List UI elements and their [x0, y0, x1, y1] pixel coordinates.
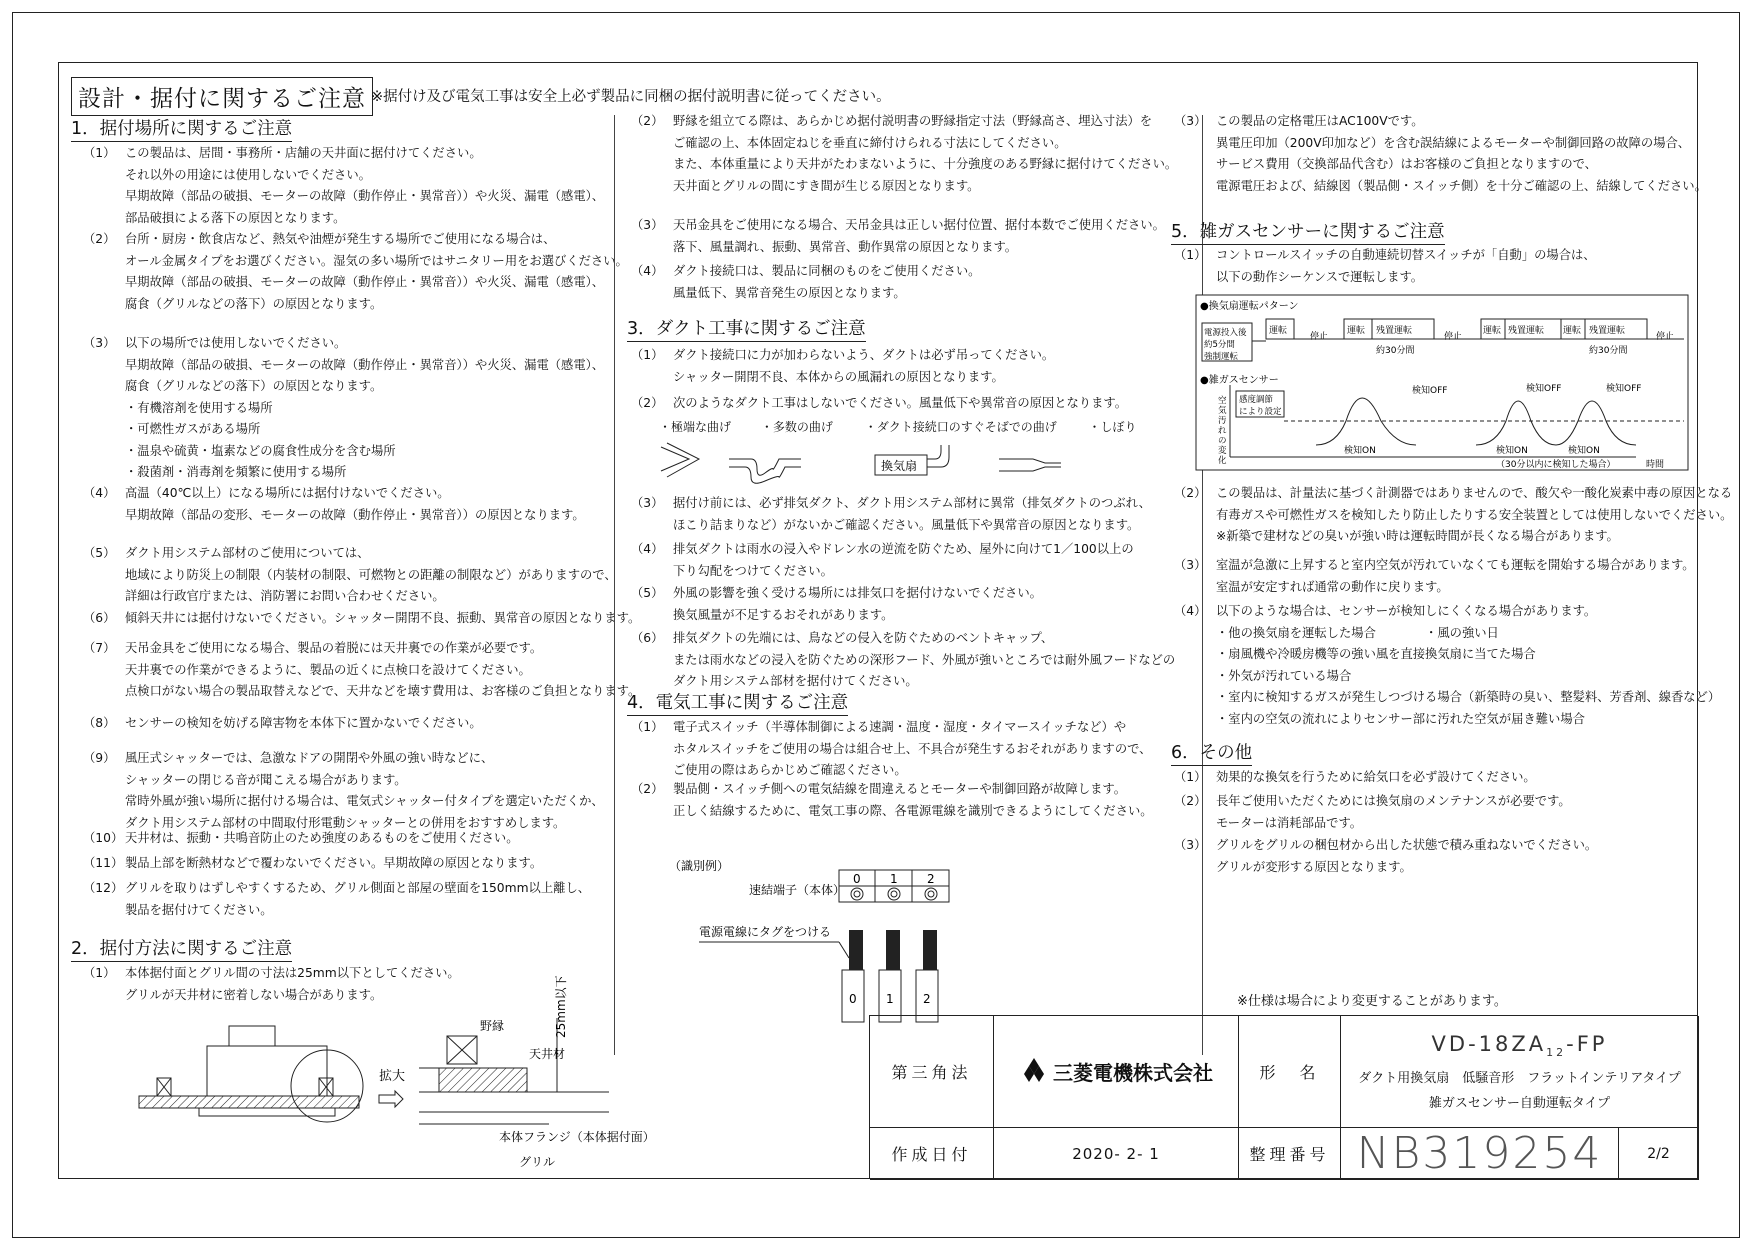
note-line: 早期故障（部品の破損、モーターの故障（動作停止・異常音））や火災、漏電（感電）、 [125, 275, 605, 289]
note-line: 地域により防災上の制限（内装材の制限、可燃物との距離の制限など）がありますので、 [125, 567, 617, 582]
note-line: 製品上部を断熱材などで覆わないでください。早期故障の原因となります。 [125, 856, 543, 870]
note-line: 次のようなダクト工事はしないでください。風量低下や異常音の原因となります。 [673, 396, 1128, 410]
bend-label: ・極端な曲げ [659, 420, 732, 434]
note-line: 天井面とグリルの間にすき間が生じる原因となります。 [673, 178, 980, 193]
projection-text: 第三角法 [891, 1063, 972, 1082]
tag-num: 1 [886, 992, 894, 1006]
time-label: 時間 [1646, 460, 1665, 470]
note-line: ご確認の上、本体固定ねじを垂直に締付けられる寸法にしてください。 [673, 135, 1067, 150]
run-label: 運転 [1347, 326, 1366, 336]
note-number: （8） [83, 716, 116, 730]
note-line: 本体据付面とグリル間の寸法は25mm以下としてください。 [125, 966, 460, 980]
note-body [673, 583, 1042, 626]
note-line: 異電圧印加（200V印加など）を含む誤結線によるモーターや制御回路の故障の場合、 [1216, 135, 1691, 150]
note-line: 排気ダクトは雨水の浸入やドレン水の逆流を防ぐため、屋外に向けて1／100以上の [673, 542, 1134, 556]
note-line: この製品の定格電圧はAC100Vです。 [1216, 114, 1424, 128]
note-body [1216, 767, 1536, 789]
flange-label: 本体フランジ（本体据付面） [499, 1130, 655, 1144]
det-off-label: 検知OFF [1606, 384, 1642, 394]
note-line: ダクト用システム部材を据付けてください。 [673, 674, 918, 688]
note-body [673, 628, 1175, 693]
model-desc-2: 雑ガスセンサー自動運転タイプ [1428, 1096, 1611, 1112]
note-line: シャッターの閉じる音が聞こえる場合があります。 [125, 772, 407, 787]
note-line: 点検口がない場合の製品取替えなどで、天井などを壊す費用は、お客様のご負担となります。 [125, 684, 641, 698]
model-desc-1: ダクト用換気扇 低騒音形 フラットインテリアタイプ [1358, 1071, 1681, 1087]
note-body [125, 828, 519, 850]
note-number: （2） [631, 782, 664, 796]
note-line: それ以外の用途には使用しないでください。 [125, 167, 371, 182]
note-body [1216, 245, 1596, 288]
note-line: 腐食（グリルなどの落下）の原因となります。 [125, 379, 383, 393]
note-number: （6） [631, 631, 664, 645]
pattern-title: ●換気扇運転パターン [1200, 301, 1299, 312]
det-on-label: 検知ON [1568, 446, 1600, 456]
enlarge-label: 拡大 [379, 1069, 406, 1084]
residual-label: 残置運転 [1589, 326, 1626, 336]
note-line: 電子式スイッチ（半導体制御による速調・温度・湿度・タイマースイッチなど）や [673, 720, 1127, 734]
note-body [1216, 601, 1720, 730]
tag-num: 2 [923, 992, 931, 1006]
note-number: （6） [83, 611, 116, 625]
note-number: （3） [83, 336, 116, 350]
note-number: （12） [83, 881, 124, 895]
note-body [125, 853, 542, 875]
note-line: 野縁を組立てる際は、あらかじめ据付説明書の野縁指定寸法（野縁高さ、埋込寸法）を [673, 114, 1153, 128]
ceiling-label: 天井材 [529, 1047, 566, 1061]
note-line: ・殺菌剤・消毒剤を頻繁に使用する場所 [125, 465, 347, 479]
note-number: （3） [1174, 558, 1207, 572]
note-line: コントロールスイッチの自動連続切替スイッチが「自動」の場合は、 [1216, 248, 1596, 262]
note-line: 以下のような場合は、センサーが検知しにくくなる場合があります。 [1216, 604, 1597, 618]
note-line: 電源電圧および、結線図（製品側・スイッチ側）を十分ご確認の上、結線してください。 [1216, 178, 1707, 193]
note-line: 以下の場所では使用しないでください。 [125, 336, 347, 350]
note-line: 腐食（グリルなどの落下）の原因となります。 [125, 296, 383, 311]
noen-label: 野縁 [480, 1019, 505, 1033]
note-line: 据付け前には、必ず排気ダクト、ダクト用システム部材に異常（排気ダクトのつぶれ、 [673, 496, 1151, 510]
note-line: ダクト用システム部材の中間取付形電動シャッターとの併用をおすすめします。 [125, 815, 566, 830]
note-line: 傾斜天井には据付けないでください。シャッター開閉不良、振動、異常音の原因となります。 [125, 611, 641, 625]
note-line: 以下の動作シーケンスで運転します。 [1216, 269, 1424, 284]
note-line: 風量低下、異常音発生の原因となります。 [673, 285, 906, 300]
terminal-num: 2 [927, 872, 935, 886]
note-body [125, 963, 460, 1006]
section-3-title: 3．ダクト工事に関するご注意 [627, 315, 866, 342]
note-body [125, 143, 604, 229]
terminal-num: 0 [853, 872, 861, 886]
note-line: 常時外風が強い場所に据付ける場合は、電気式シャッター付タイプを選定いただくか、 [125, 794, 604, 808]
residual-label: 残置運転 [1508, 326, 1545, 336]
note-line: グリルを取りはずしやすくするため、グリル側面と部屋の壁面を150mm以上離し、 [125, 881, 591, 895]
note-number: （1） [83, 966, 116, 980]
note-number: （2） [83, 232, 116, 246]
note-number: （4） [631, 542, 664, 556]
note-line: ・扇風機や冷暖房機等の強い風を直接換気扇に当てた場合 [1216, 647, 1536, 661]
note-line: サービス費用（交換部品代含む）はお客様のご負担となりますので、 [1216, 157, 1597, 171]
note-number: （1） [83, 146, 116, 160]
note-body [1216, 791, 1571, 834]
side-char: 空 [1218, 396, 1227, 406]
bend-labels [659, 417, 1137, 439]
note-line: この製品は、居間・事務所・店舗の天井面に据付けてください。 [125, 146, 482, 160]
note-line: 室温が急激に上昇すると室内空気が汚れていなくても運転を開始する場合があります。 [1216, 558, 1695, 572]
note-body [673, 493, 1151, 536]
note-line: センサーの検知を妨げる障害物を本体下に置かないでください。 [125, 716, 482, 730]
example-label: （識別例） [669, 859, 730, 873]
side-char: れ [1218, 426, 1227, 436]
side-char: の [1218, 436, 1227, 446]
note-line: ・室内に検知するガスが発生しつづける場合（新築時の臭い、整髪料、芳香剤、線香など） [1216, 690, 1721, 704]
note-line: 排気ダクトの先端には、鳥などの侵入を防ぐためのベントキャップ、 [673, 631, 1054, 645]
note-number: （2） [631, 114, 664, 128]
run-label: 運転 [1483, 326, 1502, 336]
power-on-line: 約5分間 [1204, 340, 1235, 350]
note-number: （3） [631, 218, 664, 232]
date-label: 作成日付 [891, 1145, 972, 1164]
note-number: （3） [1174, 838, 1207, 852]
note-number: （2） [1174, 794, 1207, 808]
date-cell [994, 1128, 1239, 1180]
sensor-set-line: 感度調節 [1239, 395, 1274, 405]
section-6-title: 6．その他 [1171, 739, 1252, 766]
note-number: （1） [1174, 770, 1207, 784]
grill-label: グリル [519, 1155, 556, 1169]
note-line: 落下、風量調れ、振動、異常音、動作異常の原因となります。 [673, 239, 1018, 254]
sequence-chart [1196, 295, 1689, 471]
note-line: ホタルスイッチをご使用の場合は組合せ上、不具合が発生するおそれがありますので、 [673, 741, 1152, 756]
power-on-line: 電源投入後 [1204, 328, 1247, 338]
dim-label: 25mm以下 [554, 975, 568, 1038]
det-off-label: 検知OFF [1526, 384, 1562, 394]
note-number: （9） [83, 751, 116, 765]
note-line: 早期故障（部品の変形、モーターの故障（動作停止・異常音））の原因となります。 [125, 507, 585, 522]
note-number: （7） [83, 641, 116, 655]
note-number: （4） [631, 264, 664, 278]
note-body [125, 878, 590, 921]
power-on-line: 強制運転 [1204, 352, 1239, 362]
note-body [673, 111, 1177, 197]
company-name: 三菱電機株式会社 [1053, 1061, 1213, 1085]
note-line: 天吊金具をご使用になる場合、製品の着脱には天井裏での作業が必要です。 [125, 641, 543, 655]
note-number: （2） [631, 396, 664, 410]
note-line: ・可燃性ガスがある場所 [125, 422, 261, 436]
note-body [125, 229, 628, 315]
stop-label: 停止 [1444, 332, 1463, 342]
run-label: 運転 [1563, 326, 1582, 336]
note-line: ・外気が汚れている場合 [1216, 668, 1352, 683]
within30-label: （30分以内に検知した場合） [1496, 460, 1616, 470]
note-line: 早期故障（部品の破損、モーターの故障（動作停止・異常音））や火災、漏電（感電）、 [125, 357, 605, 372]
title-block [869, 1015, 1698, 1179]
note-number: （10） [83, 831, 124, 845]
model-label-cell [1239, 1016, 1341, 1128]
note-line: 部品破損による落下の原因となります。 [125, 210, 346, 225]
note-number: （3） [631, 496, 664, 510]
note-line: 製品側・スイッチ側への電気結線を間違えるとモーターや制御回路が故障します。 [673, 782, 1127, 796]
note-line: 天井材は、振動・共鳴音防止のため強度のあるものをご使用ください。 [125, 831, 519, 845]
note-line: 外風の影響を強く受ける場所には排気口を据付けないでください。 [673, 586, 1042, 600]
note-body [125, 748, 604, 834]
note-body [673, 393, 1127, 415]
company-cell [994, 1016, 1239, 1128]
stop-label: 停止 [1310, 332, 1329, 342]
date-label-cell [870, 1128, 994, 1180]
page-cell [1619, 1128, 1699, 1180]
note-line: 効果的な換気を行うために給気口を必ず設けてください。 [1216, 770, 1536, 784]
note-number: （11） [83, 856, 124, 870]
note-line: ・有機溶剤を使用する場所 [125, 400, 273, 415]
note-body [125, 713, 482, 735]
section-2-title: 2．据付方法に関するご注意 [71, 935, 292, 962]
note-line: 早期故障（部品の破損、モーターの故障（動作停止・異常音））や火災、漏電（感電）、 [125, 189, 605, 203]
note-body [673, 345, 1054, 388]
doc-no: NB319254 [1356, 1128, 1603, 1179]
note-line: 詳細は行政官庁または、消防署にお問い合わせください。 [125, 589, 445, 603]
projection-cell [870, 1016, 994, 1128]
side-char: 気 [1218, 406, 1227, 416]
note-number: （4） [83, 486, 116, 500]
note-line: または雨水などの浸入を防ぐための深形フード、外風が強いところでは耐外風フードなどの [673, 652, 1176, 667]
note-body [125, 638, 640, 703]
note-line: ダクト接続口に力が加わらないよう、ダクトは必ず吊ってください。 [673, 348, 1055, 362]
note-line: シャッター開閉不良、本体からの風漏れの原因となります。 [673, 369, 1004, 384]
section-4-title: 4．電気工事に関するご注意 [627, 689, 848, 716]
det-on-label: 検知ON [1496, 446, 1528, 456]
model-number: $VD-18ZA_{12}-FP$ [1431, 1031, 1608, 1060]
det-on-label: 検知ON [1344, 446, 1376, 456]
tag-num: 0 [849, 992, 857, 1006]
doc-no-label: 整理番号 [1249, 1145, 1330, 1164]
page-number: 2/2 [1647, 1145, 1670, 1162]
note-line: 天井裏での作業ができるように、製品の近くに点検口を設けてください。 [125, 662, 531, 677]
note-number: （3） [1174, 114, 1207, 128]
note-body [125, 608, 640, 630]
terminal-label: 速結端子（本体） [749, 883, 846, 897]
note-number: （4） [1174, 604, 1207, 618]
sensor-set-line: により設定 [1239, 407, 1282, 417]
note-body [1216, 483, 1732, 548]
doc-no-cell [1341, 1128, 1619, 1180]
note-line: ・温泉や硫黄・塩素などの腐食性成分を含む場所 [125, 443, 396, 458]
note-number: （5） [83, 546, 116, 560]
note-line: オール金属タイプをお選びください。湿気の多い場所ではサニタリー用をお選びください。 [125, 253, 628, 268]
terminal-num: 1 [890, 872, 898, 886]
note-line: ・他の換気扇を運転した場合 ・風の強い日 [1216, 625, 1499, 640]
note-line: また、本体重量により天井がたわまないように、十分強度のある野縁に据付けてください。 [673, 157, 1178, 171]
duct-bend-figure [659, 441, 1089, 489]
stop-label: 停止 [1656, 332, 1675, 342]
residual-label: 残置運転 [1376, 326, 1413, 336]
note-line: この製品は、計量法に基づく計測器ではありませんので、酸欠や一酸化炭素中毒の原因となる [1216, 486, 1733, 500]
note-line: 正しく結線するために、電気工事の際、各電源電線を識別できるようにしてください。 [673, 803, 1153, 818]
approx30-label: 約30分間 [1376, 346, 1415, 356]
side-char: 化 [1218, 456, 1227, 466]
note-line: 室温が安定すれば通常の動作に戻ります。 [1216, 579, 1449, 594]
note-body [125, 543, 617, 608]
date-value: 2020- 2- 1 [1072, 1144, 1160, 1163]
note-body [673, 779, 1153, 822]
note-number: （2） [1174, 486, 1207, 500]
terminal-figure [669, 858, 1049, 1028]
note-body [673, 261, 980, 304]
model-label: 形 名 [1259, 1063, 1320, 1082]
note-body [1216, 835, 1597, 878]
mitsubishi-logo-icon [1019, 1058, 1049, 1086]
run-label: 運転 [1269, 326, 1288, 336]
side-char: 汚 [1218, 416, 1227, 426]
note-line: ※新築で建材などの臭いが強い時は運転時間が長くなる場合があります。 [1216, 529, 1619, 543]
note-line: 製品を据付けてください。 [125, 902, 273, 917]
note-line: 高温（40℃以上）になる場所には据付けないでください。 [125, 486, 450, 500]
note-number: （5） [631, 586, 664, 600]
note-number: （1） [1174, 248, 1207, 262]
section-1-title: 1．据付場所に関するご注意 [71, 115, 292, 142]
note-line: 長年ご使用いただくためには換気扇のメンテナンスが必要です。 [1216, 794, 1571, 808]
side-char: 変 [1218, 446, 1227, 456]
note-body [673, 539, 1134, 582]
note-line: ダクト用システム部材のご使用については、 [125, 546, 370, 560]
approx30-label: 約30分間 [1589, 346, 1628, 356]
header-note: ※据付け及び電気工事は安全上必ず製品に同梱の据付説明書に従ってください。 [371, 89, 891, 105]
note-line: グリルが変形する原因となります。 [1216, 859, 1412, 874]
section-5-title: 5．雑ガスセンサーに関するご注意 [1171, 218, 1445, 245]
note-line: 風圧式シャッターでは、急激なドアの開閉や外風の強い時などに、 [125, 751, 494, 765]
tag-label: 電源電線にタグをつける [699, 925, 832, 939]
note-line: 下り勾配をつけてください。 [673, 563, 833, 578]
det-off-label: 検知OFF [1412, 386, 1448, 396]
note-body [673, 717, 1151, 782]
document-title: 設計・据付に関するご注意 [71, 77, 373, 116]
note-line: モーターは消耗部品です。 [1216, 815, 1363, 830]
note-body [673, 215, 1165, 258]
doc-no-label-cell [1239, 1128, 1341, 1180]
note-line: 台所・厨房・飲食店など、熱気や油煙が発生する場所でご使用になる場合は、 [125, 232, 556, 246]
note-line: 天吊金具をご使用になる場合、天吊金具は正しい据付位置、据付本数でご使用ください。 [673, 218, 1165, 232]
sensor-title: ●雑ガスセンサー [1200, 375, 1279, 386]
note-body [1216, 111, 1707, 197]
note-number: （1） [631, 720, 664, 734]
bend-label: ・しぼり [1088, 420, 1137, 434]
spec-change-note: ※仕様は場合により変更することがあります。 [1237, 994, 1507, 1009]
bend-label: ・多数の曲げ [760, 420, 833, 434]
note-body [1216, 555, 1695, 598]
note-number: （1） [631, 348, 664, 362]
drawing-sheet [58, 62, 1733, 1179]
note-line: 換気風量が不足するおそれがあります。 [673, 607, 894, 622]
note-line: ご使用の際はあらかじめご確認ください。 [673, 763, 907, 777]
note-line: ダクト接続口は、製品に同梱のものをご使用ください。 [673, 264, 981, 278]
note-line: 有毒ガスや可燃性ガスを検知したり防止したりする安全装置としては使用しないでください。 [1216, 507, 1733, 522]
note-line: グリルが天井材に密着しない場合があります。 [125, 987, 383, 1002]
bend-label: ・ダクト接続口のすぐそばでの曲げ [864, 420, 1057, 434]
fan-box-label: 換気扇 [881, 459, 918, 473]
note-line: グリルをグリルの梱包材から出した状態で積み重ねないでください。 [1216, 838, 1598, 852]
model-cell [1341, 1016, 1699, 1128]
note-line: ・室内の空気の流れによりセンサー部に汚れた空気が届き難い場合 [1216, 711, 1585, 726]
note-body [125, 333, 604, 484]
note-body [125, 483, 585, 526]
note-line: ほこり詰まりなど）がないかご確認ください。風量低下や異常音の原因となります。 [673, 517, 1140, 532]
